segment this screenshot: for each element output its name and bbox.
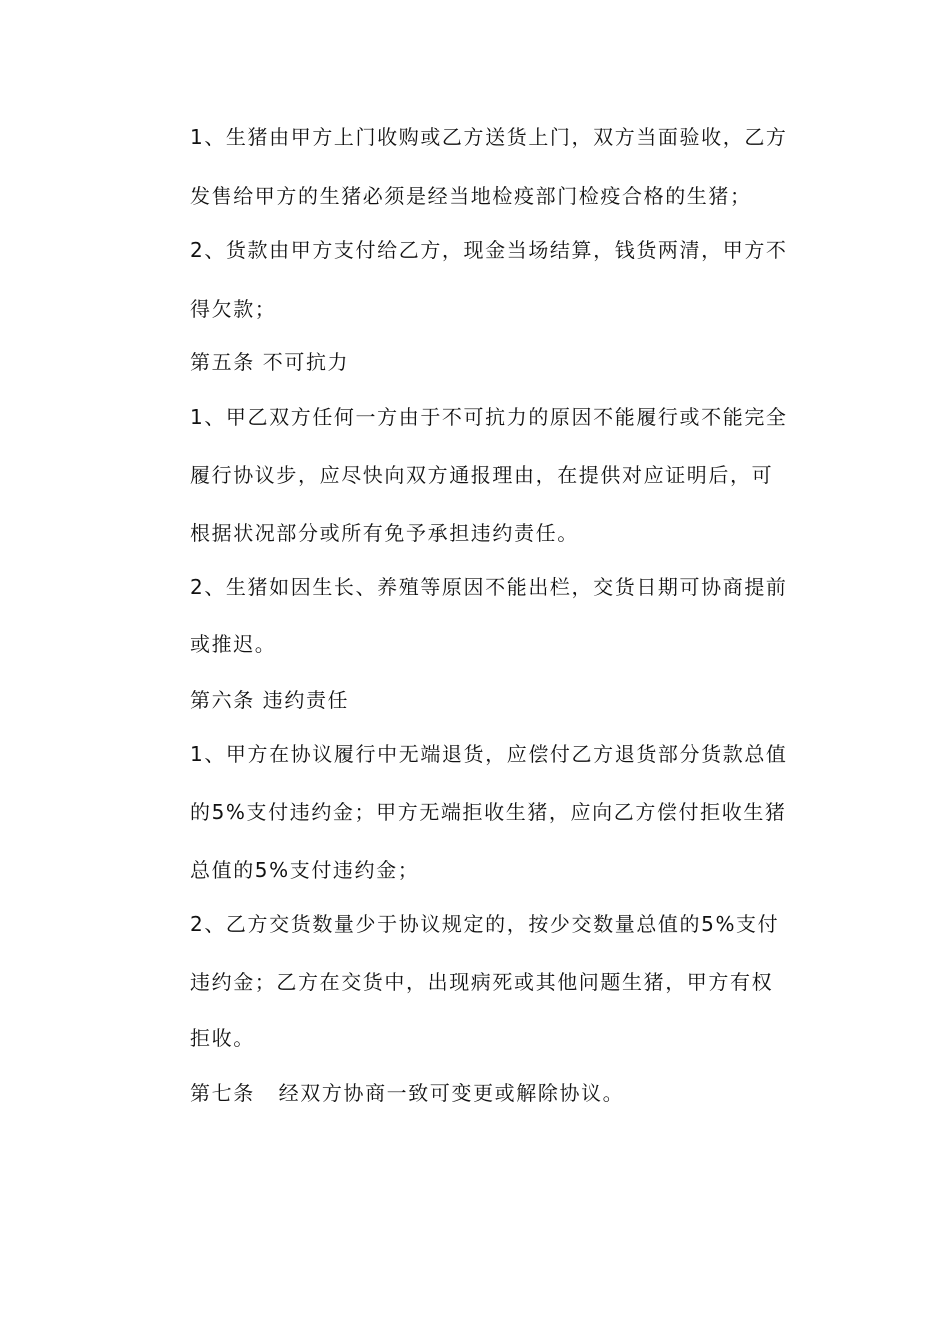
text-line: 拒收。 bbox=[190, 1026, 255, 1050]
text-line: 总值的5%支付违约金； bbox=[190, 858, 420, 882]
text-line: 1、甲方在协议履行中无端退货，应偿付乙方退货部分货款总值 bbox=[190, 742, 788, 766]
text-line: 1、生猪由甲方上门收购或乙方送货上门，双方当面验收，乙方 bbox=[190, 125, 788, 149]
text-line: 2、乙方交货数量少于协议规定的，按少交数量总值的5%支付 bbox=[190, 912, 780, 936]
text-line: 1、甲乙双方任何一方由于不可抗力的原因不能履行或不能完全 bbox=[190, 405, 788, 429]
section-heading-7: 第七条 经双方协商一致可变更或解除协议。 bbox=[190, 1081, 625, 1105]
text-line: 得欠款； bbox=[190, 297, 277, 321]
section-heading-6: 第六条 违约责任 bbox=[190, 688, 350, 712]
text-line: 2、生猪如因生长、养殖等原因不能出栏，交货日期可协商提前 bbox=[190, 575, 788, 599]
text-line: 2、货款由甲方支付给乙方，现金当场结算，钱货两清，甲方不 bbox=[190, 238, 788, 262]
text-line: 发售给甲方的生猪必须是经当地检疫部门检疫合格的生猪； bbox=[190, 184, 752, 208]
text-line: 或推迟。 bbox=[190, 632, 277, 656]
text-line: 履行协议步，应尽快向双方通报理由，在提供对应证明后，可 bbox=[190, 463, 774, 487]
text-line: 根据状况部分或所有免予承担违约责任。 bbox=[190, 521, 579, 545]
text-line: 违约金；乙方在交货中，出现病死或其他问题生猪，甲方有权 bbox=[190, 970, 774, 994]
text-line: 的5%支付违约金；甲方无端拒收生猪，应向乙方偿付拒收生猪 bbox=[190, 800, 787, 824]
section-heading-5: 第五条 不可抗力 bbox=[190, 350, 350, 374]
